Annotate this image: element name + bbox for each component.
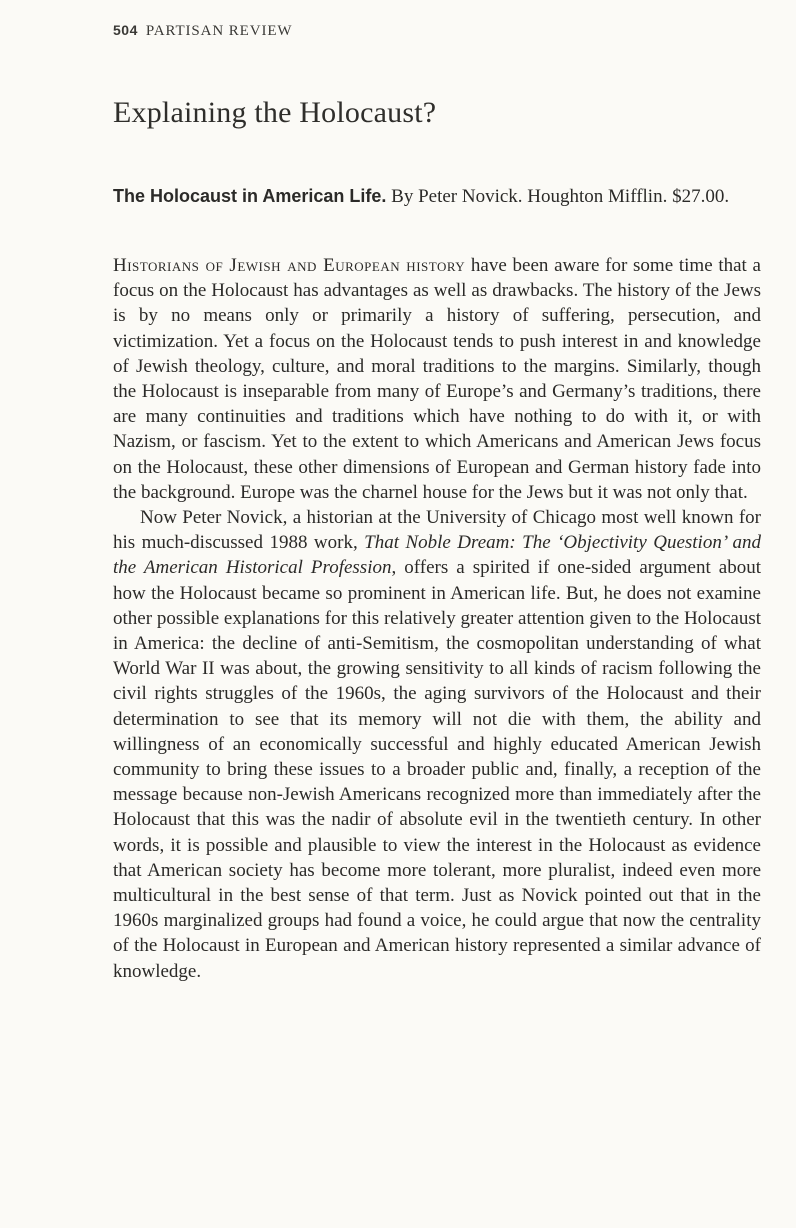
paragraph-2-text-before: Now Peter Novick, a historian at the University of Chicago most well known for his much-discussed 1988 work, [113,507,761,554]
article-title: Explaining the Holocaust? [113,96,437,129]
paragraph-2-text-after: , offers a spirited if one-sided argument about how the Holocaust became so prominent in American life. But, he does not examine other possible explanations for this relatively greater attention given to the Holocaust in America: the decline of anti-Semitism, the cosmopolitan understanding of what World War II was about, the growing sensitivity to all kinds of racism following the civil rights struggles of the 1960s, the aging survivors of the Holocaust and their determination to see that its memory will not die with them, the ability and willingness of an economically successful and highly educated American Jewish community to bring these issues to a broader public and, finally, a reception of the message because non-Jewish Americans recognized more than immediately after the Holocaust that this was the nadir of absolute evil in the twentieth century. In other words, it is possible and plausible to view the interest in the Holocaust as evidence that American society has become more tolerant, more pluralist, indeed even more multicultural in the best sense of that term. Just as Novick pointed out that in the 1960s marginalized groups had found a voice, he could argue that now the centrality of the Holocaust in European and American history represented a similar advance of knowledge. [113,557,761,982]
paragraph-1 [113,253,761,505]
paragraph-2 [113,505,761,984]
book-citation [113,183,761,210]
opening-small-caps: Historians of Jewish and European history [113,255,466,276]
page-number: 504 [113,22,138,38]
cited-book-title: That Noble Dream: The ‘Objectivity Question’ and the American Historical Profession [113,532,761,579]
paragraph-1-text: have been aware for some time that a focus on the Holocaust has advantages as well as drawbacks. The history of the Jews is by no means only or primarily a history of suffering, persecution, and victimization. Yet a focus on the Holocaust tends to push interest in and knowledge of Jewish theology, culture, and moral traditions to the margins. Similarly, though the Holocaust is inseparable from many of Europe’s and Germany’s traditions, there are many continuities and traditions which have nothing to do with it, or with Nazism, or fascism. Yet to the extent to which Americans and American Jews focus on the Holocaust, these other dimensions of European and German history fade into the background. Europe was the charnel house for the Jews but it was not only that. [113,255,761,503]
running-head [113,22,293,40]
book-title: The Holocaust in American Life. [113,186,387,206]
book-details: By Peter Novick. Houghton Mifflin. $27.00. [386,186,730,207]
article-body [113,253,761,984]
journal-name: PARTISAN REVIEW [145,23,293,39]
